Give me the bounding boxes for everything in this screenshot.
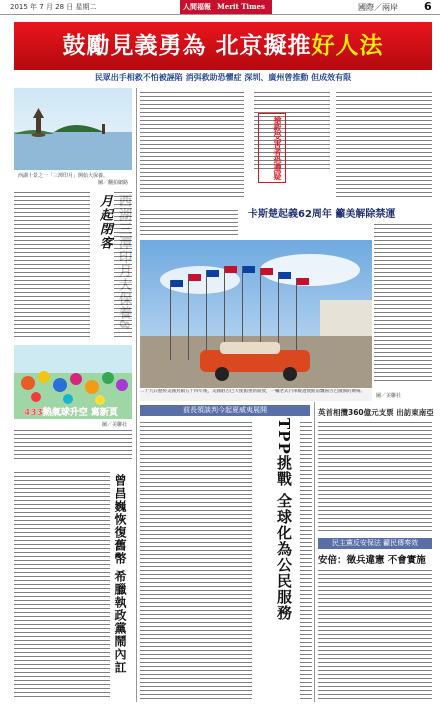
- cuba-embassy-image: [140, 240, 372, 388]
- main-headline-banner: [14, 22, 432, 70]
- cuba-story-body: [140, 208, 238, 238]
- logo-en: Merit Times: [217, 2, 265, 11]
- column-rule: [314, 402, 315, 702]
- section-label: 國際／兩岸: [358, 3, 398, 12]
- west-lake-caption: 西湖十景之一「三潭印月」開始大保養。: [18, 173, 109, 179]
- left-story-body: [14, 190, 90, 338]
- japan-box-title: 民主黨反安保法 籲民傳奏效: [318, 538, 432, 549]
- tpp-headline: TPP挑戰 全球化為公民服務: [275, 418, 293, 621]
- balloon-credit: 圖／美聯社: [102, 422, 128, 428]
- coin-story-headline: 曾昌巍恢復舊幣 希臘執政黨鬧內訌: [113, 474, 127, 675]
- page-header: [0, 0, 440, 15]
- center-box-label: 搶救受害者恐遭疑: [258, 113, 286, 183]
- west-lake-photo: [14, 88, 132, 170]
- main-headline-highlight: 好人法: [311, 32, 384, 59]
- cuba-photo: [140, 240, 372, 388]
- cuba-story-body-right: [374, 222, 432, 382]
- logo-cn: 人間福報: [183, 2, 211, 11]
- uk-headline: 英首相攬360億元支票 出訪東南亞: [318, 408, 434, 417]
- main-headline: 鼓勵見義勇為 北京擬推: [62, 32, 312, 59]
- japan-story-body: [318, 568, 432, 702]
- left-story-headline-2: 月起閉客: [97, 194, 112, 250]
- balloon-story-body: [14, 428, 132, 462]
- coin-story-body: [14, 470, 110, 700]
- main-subheadline: 民眾出手相救不怕被誣陷 消弭救助恐懼症 深圳、廣州曾推動 但成效有限: [94, 73, 352, 82]
- uk-story-body: [318, 420, 432, 532]
- cuba-credit: 圖／美聯社: [376, 393, 402, 399]
- issue-date: 2015 年 7 月 28 日 星期二: [10, 3, 97, 11]
- tpp-box-title: 前長領談判今起夏威夷展開: [140, 405, 310, 416]
- west-lake-credit: 圖／翻拍網路: [98, 180, 129, 186]
- tpp-story-body-right: [300, 420, 312, 702]
- west-lake-image: [14, 88, 132, 170]
- newspaper-logo: [180, 0, 272, 14]
- japan-headline: 安倍：徵兵違憲 不會實施: [318, 555, 426, 566]
- balloon-banner: 433熱氣球升空 寫新頁: [24, 408, 118, 418]
- balloon-photo: [14, 345, 132, 419]
- column-rule: [136, 88, 137, 702]
- left-story-body-2: [114, 190, 132, 338]
- right-top-body: [336, 90, 432, 200]
- page-number: 6: [424, 0, 432, 13]
- cuba-caption: 二十九日歷經美國封鎖五十四年後，美國駐古巴大使館重新開放，一輛老式汽車駛過使館前飄揚古巴國旗的廣場。: [140, 389, 372, 401]
- tpp-story-body: [140, 420, 252, 702]
- cuba-headline: 卡斯楚起義62周年 籲美解除禁運: [248, 209, 396, 220]
- center-top-body: [140, 90, 244, 200]
